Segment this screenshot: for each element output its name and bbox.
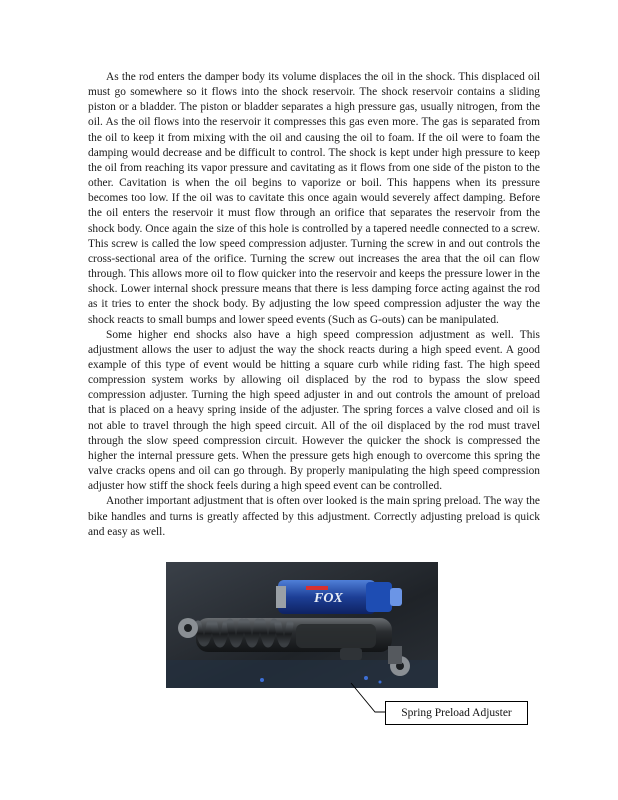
body-text [88,70,540,540]
paragraph-spring-preload: Another important adjustment that is often over looked is the main spring preload. The way the bike handles and turns is greatly affected by this adjustment. Correctly adjusting preload is quick and easy as well. [88,495,540,538]
reservoir [276,580,402,614]
paragraph-high-speed-compression: Some higher end shocks also have a high speed compression adjustment as well. This adjustment allows the user to adjust the way the shock reacts during a high speed event. A good example of this type of event would be hitting a square curb while riding fast. The high speed compression system works by allowing oil displaced by the rod to bypass the slow speed compression adjuster. Turning the high speed adjuster in and out controls the amount of preload that is placed on a heavy spring inside of the adjuster. The spring forces a valve closed and oil is not able to travel through the high speed circuit. All of the oil displaced by the rod must travel through the slow speed compression circuit. However the quicker the shock is compressed the higher the internal pressure gets. When the pressure gets high enough to overcome this spring the valve cracks opens and oil can go through. By properly manipulating the high speed compression adjuster how stiff the shock feels during a high speed event can be controlled. [88,328,540,493]
shock-illustration [166,562,438,688]
shock-absorber-photo [166,562,438,688]
callout-label-spring-preload-adjuster: Spring Preload Adjuster [385,701,528,725]
paragraph-damper-body: As the rod enters the damper body its volume displaces the oil in the shock. This displaced oil must go somewhere so it flows into the shock reservoir. The shock reservoir contains a sliding piston or a bladder. The piston or bladder separates a high pressure gas, usually nitrogen, from the oil. As the oil flows into the reservoir it compresses this gas even more. The gas is separated from the oil to keep it from mixing with the oil and causing the oil to foam. If the oil were to foam the damping would decrease and be difficult to control. The shock is kept under high pressure to keep the oil from reaching its vapor pressure and cavitating as it flows from one side of the piston to the other. Cavitation is when the oil begins to vaporize or boil. This happens when its pressure becomes too low. If the oil was to cavitate this once again would severely affect damping. Before the oil enters the reservoir it must flow through an orifice that separates the reservoir from the shock body. Once again the size of this hole is controlled by a tapered needle connected to a screw. This screw is called the low speed compression adjuster. Turning the screw in and out controls the cross-sectional area of the orifice. Turning the screw out increases the area that the oil can flow through. This allows more oil to flow quicker into the reservoir and keeps the pressure lower in the shock. Lower internal shock pressure means that there is less damping force acting against the rod as it tries to enter the shock body. By adjusting the low speed compression adjuster the way the shock reacts to small bumps and lower speed events (Such as G-outs) can be manipulated. [88,71,540,326]
fox-logo: FOX [314,591,343,606]
